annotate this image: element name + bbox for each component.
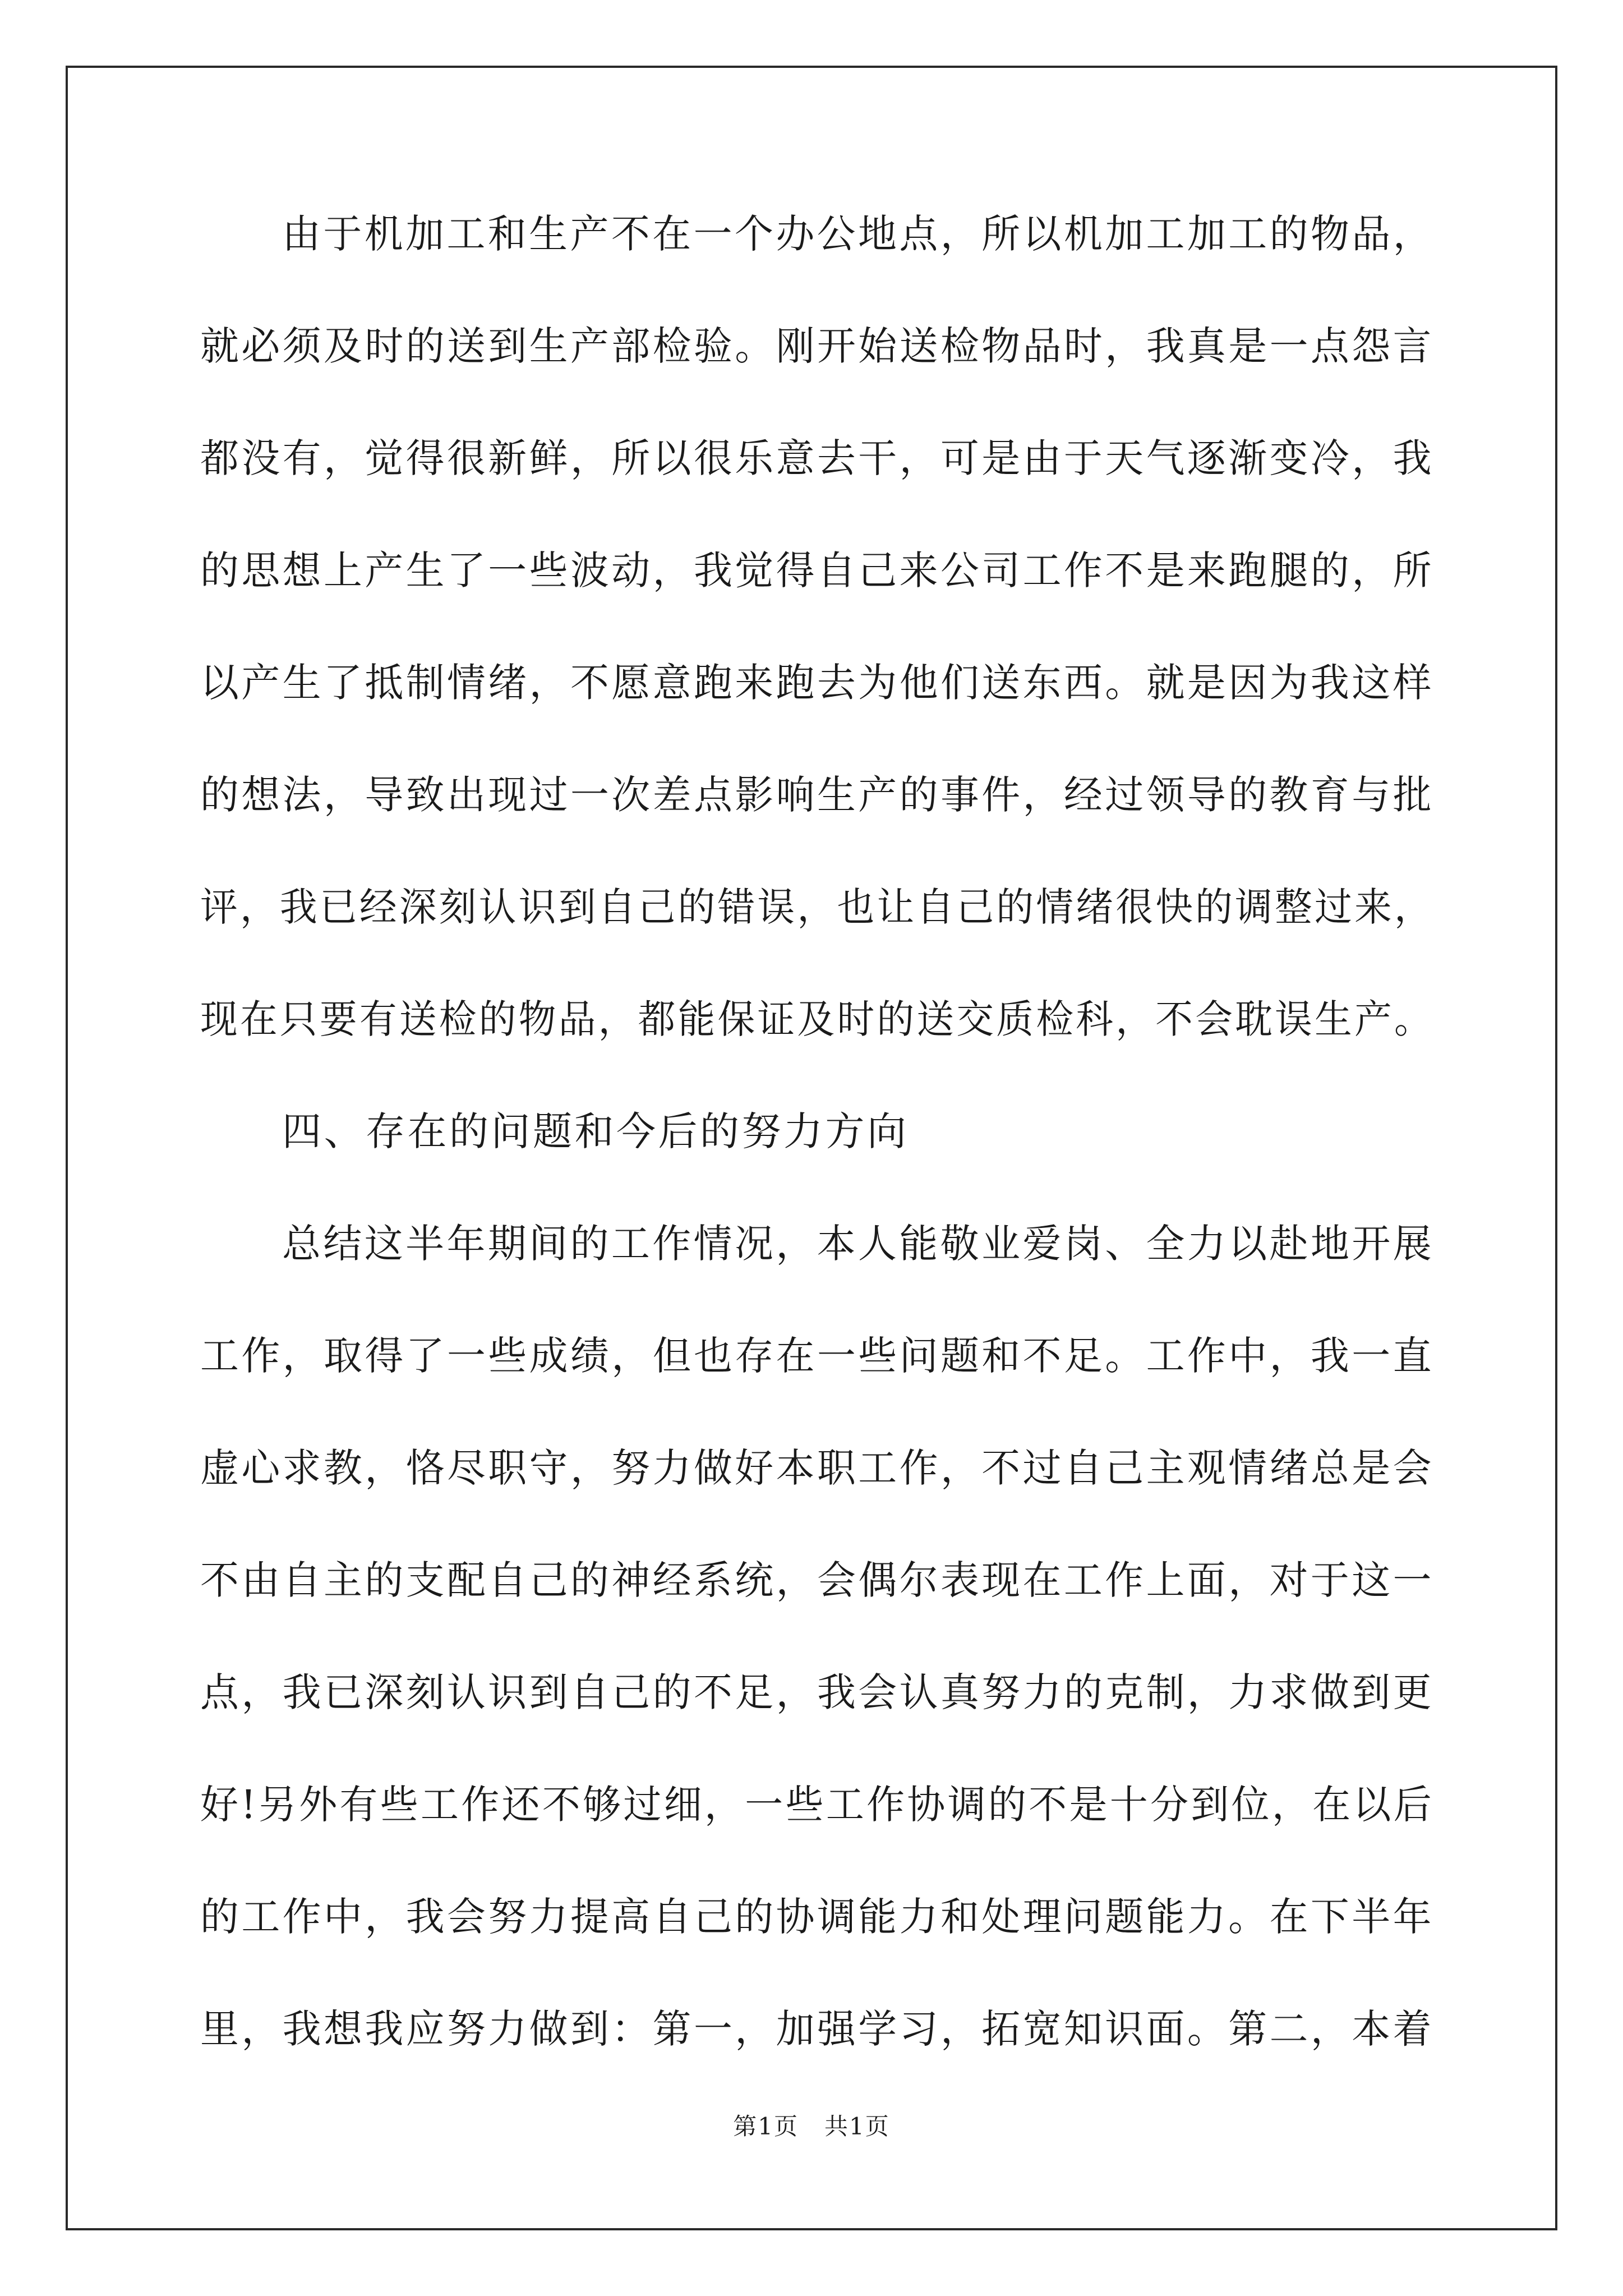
paragraph-line: 就必须及时的送到生产部检验。刚开始送检物品时，我真是一点怨言	[200, 323, 1434, 369]
paragraph-line: 工作，取得了一些成绩，但也存在一些问题和不足。工作中，我一直	[200, 1333, 1434, 1379]
paragraph-line: 评，我已经深刻认识到自己的错误，也让自己的情绪很快的调整过来，	[200, 884, 1435, 930]
page-number-footer: 第1页 共1页	[733, 2113, 890, 2140]
paragraph-line: 点，我已深刻认识到自己的不足，我会认真努力的克制，力求做到更	[200, 1669, 1434, 1715]
section-heading: 四、存在的问题和今后的努力方向	[282, 1108, 909, 1154]
paragraph-line: 的想法，导致出现过一次差点影响生产的事件，经过领导的教育与批	[200, 772, 1434, 818]
paragraph-line: 的思想上产生了一些波动，我觉得自己来公司工作不是来跑腿的，所	[200, 547, 1434, 593]
paragraph-line: 的工作中，我会努力提高自己的协调能力和处理问题能力。在下半年	[200, 1894, 1434, 1940]
paragraph-line: 以产生了抵制情绪，不愿意跑来跑去为他们送东西。就是因为我这样	[200, 660, 1434, 706]
paragraph-line: 总结这半年期间的工作情况，本人能敬业爱岗、全力以赴地开展	[282, 1221, 1435, 1267]
paragraph-line: 都没有，觉得很新鲜，所以很乐意去干，可是由于天气逐渐变冷，我	[200, 435, 1434, 481]
paragraph-line: 现在只要有送检的物品，都能保证及时的送交质检科，不会耽误生产。	[200, 996, 1435, 1042]
paragraph-line: 虚心求教，恪尽职守，努力做好本职工作，不过自己主观情绪总是会	[200, 1445, 1434, 1491]
paragraph-line: 不由自主的支配自己的神经系统，会偶尔表现在工作上面，对于这一	[200, 1557, 1434, 1603]
paragraph-line: 里，我想我应努力做到：第一，加强学习，拓宽知识面。第二，本着	[200, 2006, 1434, 2052]
paragraph-line: 由于机加工和生产不在一个办公地点，所以机加工加工的物品，	[282, 211, 1435, 257]
paragraph-line: 好!另外有些工作还不够过细，一些工作协调的不是十分到位，在以后	[200, 1782, 1435, 1828]
